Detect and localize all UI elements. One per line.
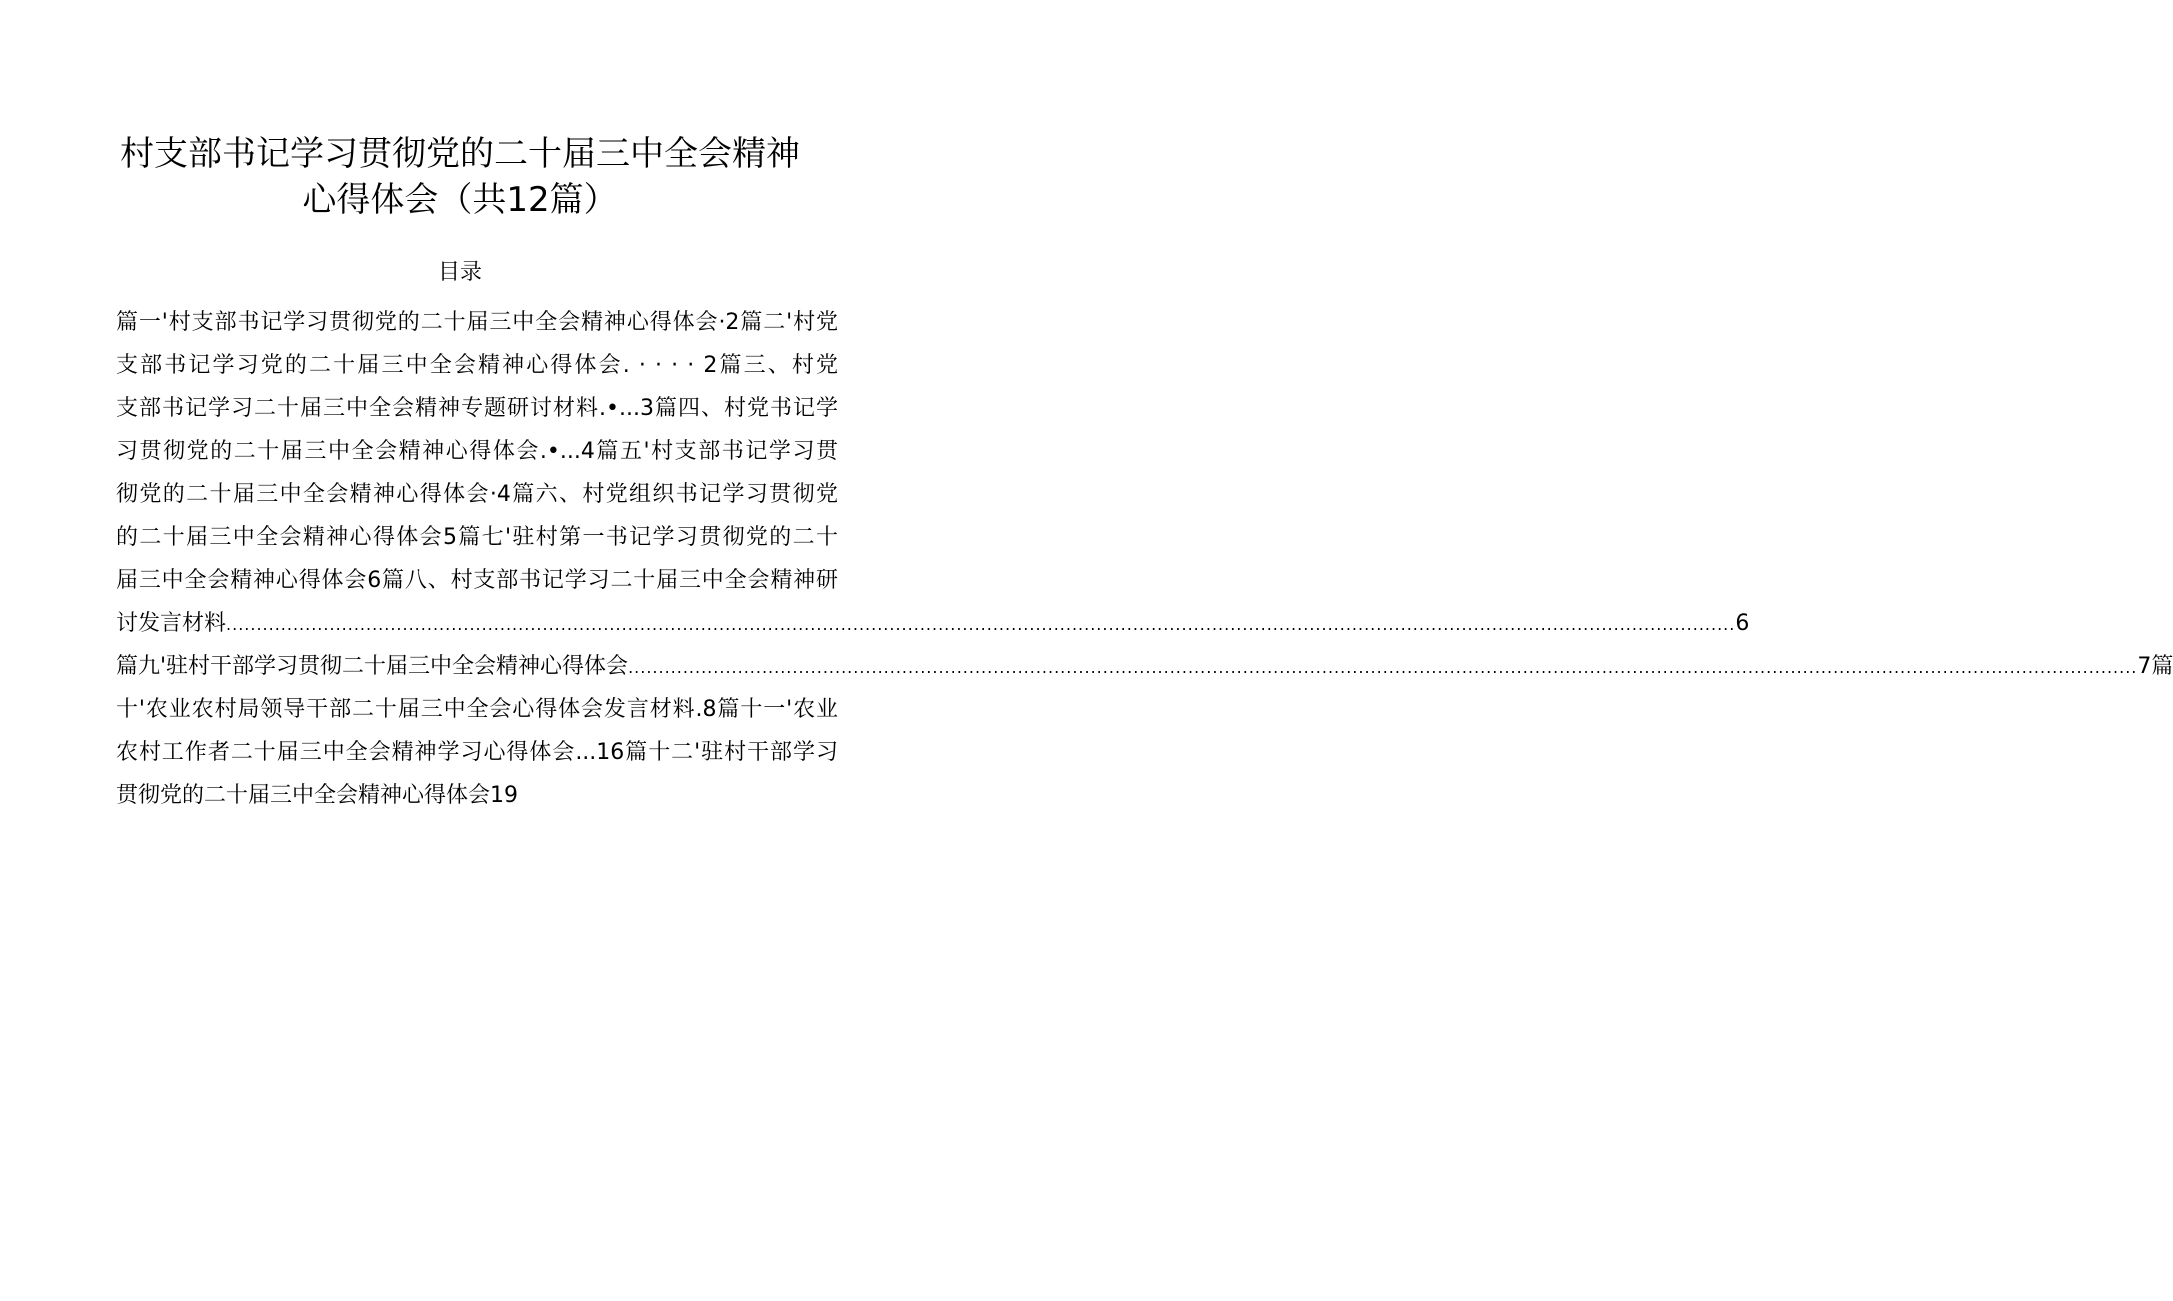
toc-line-4[interactable]: 习贯彻党的二十届三中全会精神心得体会.•...4篇五'村支部书记学习贯: [116, 439, 838, 464]
toc-heading: 目录: [437, 260, 482, 285]
toc-dot-leader: ........................................................................................................................................................................................................................................................: [628, 658, 2138, 677]
toc-entry-text: 篇九'驻村干部学习贯彻二十届三中全会精神心得体会: [116, 654, 629, 679]
toc-line-10[interactable]: 十'农业农村局领导干部二十届三中全会心得体会发言材料.8篇十一'农业: [116, 697, 838, 722]
toc-line-7[interactable]: 届三中全会精神心得体会6篇八、村支部书记学习二十届三中全会精神研: [116, 568, 838, 593]
toc-dot-leader: ........................................................................................................................................................................................................................................................: [226, 615, 1736, 634]
document-title-line-1: 村支部书记学习贯彻党的二十届三中全会精神: [120, 134, 800, 174]
toc-line-6[interactable]: 的二十届三中全会精神心得体会5篇七'驻村第一书记学习贯彻党的二十: [116, 525, 838, 550]
toc-page-number: 7篇: [2137, 654, 2173, 679]
toc-line-11[interactable]: 农村工作者二十届三中全会精神学习心得体会...16篇十二'驻村干部学习: [116, 740, 838, 765]
toc-line-1[interactable]: 篇一'村支部书记学习贯彻党的二十届三中全会精神心得体会·2篇二'村党: [116, 310, 838, 335]
toc-line-9[interactable]: [116, 650, 2173, 685]
toc-line-3[interactable]: 支部书记学习二十届三中全会精神专题研讨材料.•...3篇四、村党书记学: [116, 396, 838, 421]
toc-line-8[interactable]: [116, 607, 1750, 642]
toc-line-2[interactable]: 支部书记学习党的二十届三中全会精神心得体会. · · · · 2篇三、村党: [116, 353, 838, 378]
toc-line-5[interactable]: 彻党的二十届三中全会精神心得体会·4篇六、村党组织书记学习贯彻党: [116, 482, 838, 507]
toc-page-number: 6: [1735, 611, 1750, 636]
toc-entry-text: 讨发言材料: [116, 611, 227, 636]
document-title-line-2: 心得体会（共12篇）: [302, 180, 618, 220]
toc-line-12[interactable]: 贯彻党的二十届三中全会精神心得体会19: [116, 783, 518, 808]
